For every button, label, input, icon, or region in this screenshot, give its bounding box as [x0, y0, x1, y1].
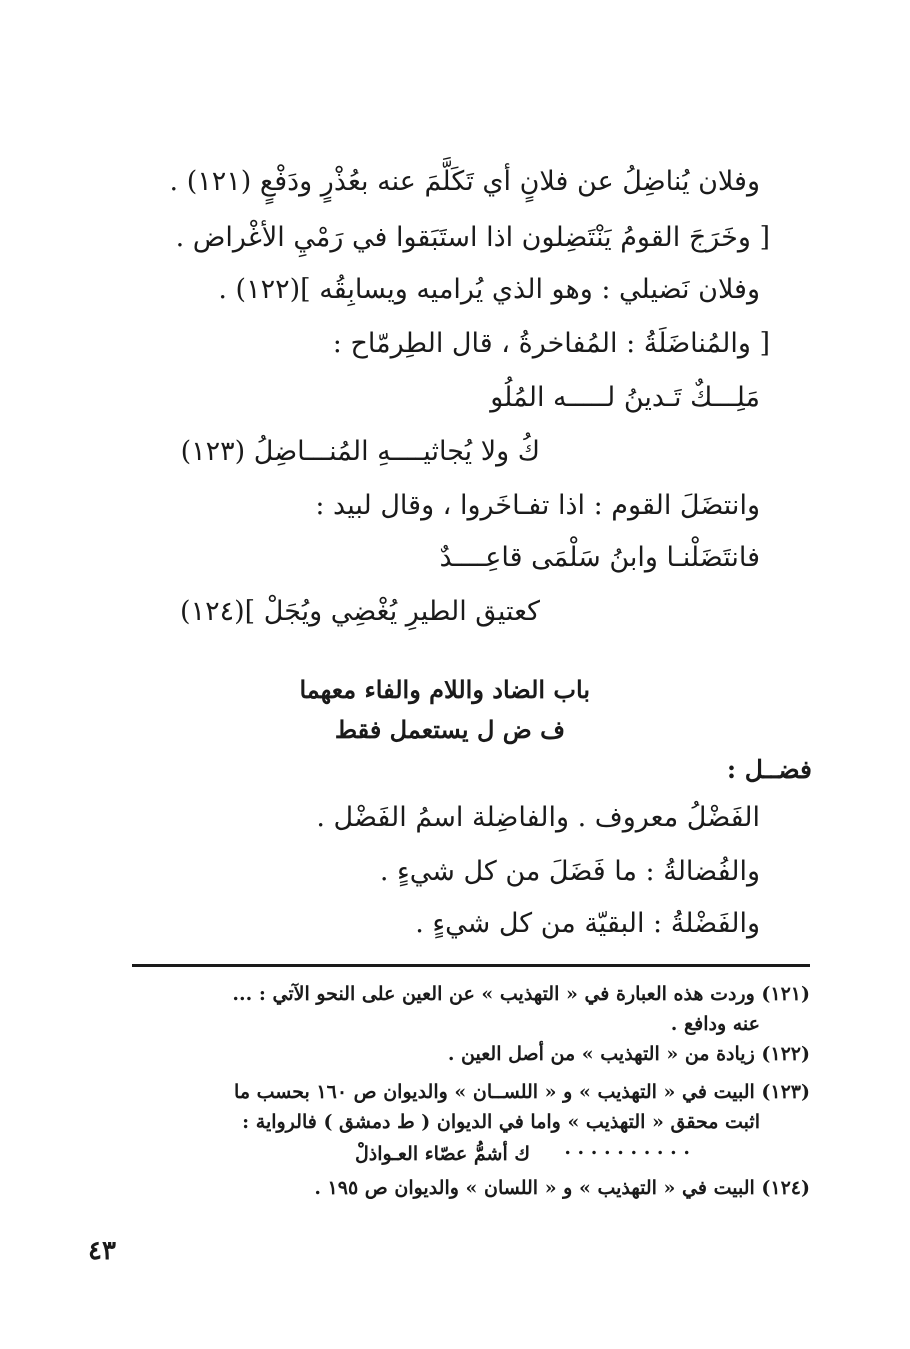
- chapter-subtitle: ف ض ل يستعمل فقط: [334, 715, 565, 744]
- text-line: وانتضَلَ القوم : اذا تفـاخَروا ، وقال لبيد :: [315, 490, 760, 521]
- text-line: [ وخَرَجَ القومُ يَنْتَضِلون اذا استَبَقوا في رَمْيِ الأغْراض .: [175, 222, 770, 253]
- poem-verse: كُ ولا يُجاثيــــهِ المُنـــاضِلُ (١٢٣): [180, 436, 540, 467]
- footnote: ك أشمُّ عصّاء العـواذلْ: [354, 1143, 530, 1165]
- footnote: اثبت محقق « التهذيب » واما في الديوان ( ط دمشق ) فالرواية :: [242, 1111, 760, 1133]
- poem-verse: كعتيق الطيرِ يُغْضِي ويُجَلْ ](١٢٤): [180, 596, 540, 627]
- footnote: عنه ودافع .: [670, 1013, 760, 1035]
- text-line: وفلان يُناضِلُ عن فلانٍ أي تَكَلَّمَ عنه بعُذْرٍ ودَفْعٍ (١٢١) .: [169, 166, 760, 197]
- poem-verse: مَلِـــكٌ تَـدينُ لـــــه المُلُو: [490, 382, 760, 413]
- text-line: وفلان نَضيلي : وهو الذي يُراميه ويسابِقُه ](١٢٢) .: [218, 274, 760, 305]
- text-line: [ والمُناضَلَةُ : المُفاخرةُ ، قال الطِرمّاح :: [332, 328, 770, 359]
- definition-line: الفَضْلُ معروف . والفاضِلة اسمُ الفَضْل .: [316, 802, 760, 833]
- page-number: ٤٣: [88, 1236, 116, 1266]
- poem-verse: فانتَضَلْنـا وابنُ سَلْمَى قاعِــــدٌ: [439, 542, 760, 573]
- footnote: (١٢٤) البيت في « التهذيب » و « اللسان » والديوان ص ١٩٥ .: [314, 1177, 810, 1199]
- footnote-ellipsis: . . . . . . . . . .: [564, 1137, 690, 1159]
- definition-line: والفَضْلةُ : البقيّة من كل شيءٍ .: [415, 908, 760, 939]
- footnote: (١٢٣) البيت في « التهذيب » و « اللســان » والديوان ص ١٦٠ بحسب ما: [234, 1081, 810, 1103]
- footnote: (١٢١) وردت هذه العبارة في « التهذيب » عن العين على النحو الآتي : ...: [232, 983, 810, 1005]
- section-label: فضــل :: [726, 755, 812, 784]
- footnote-divider: [132, 964, 810, 967]
- definition-line: والفُضالةُ : ما فَضَلَ من كل شيءٍ .: [379, 856, 760, 887]
- chapter-title: باب الضاد واللام والفاء معهما: [299, 675, 590, 704]
- footnote: (١٢٢) زيادة من « التهذيب » من أصل العين .: [447, 1043, 810, 1065]
